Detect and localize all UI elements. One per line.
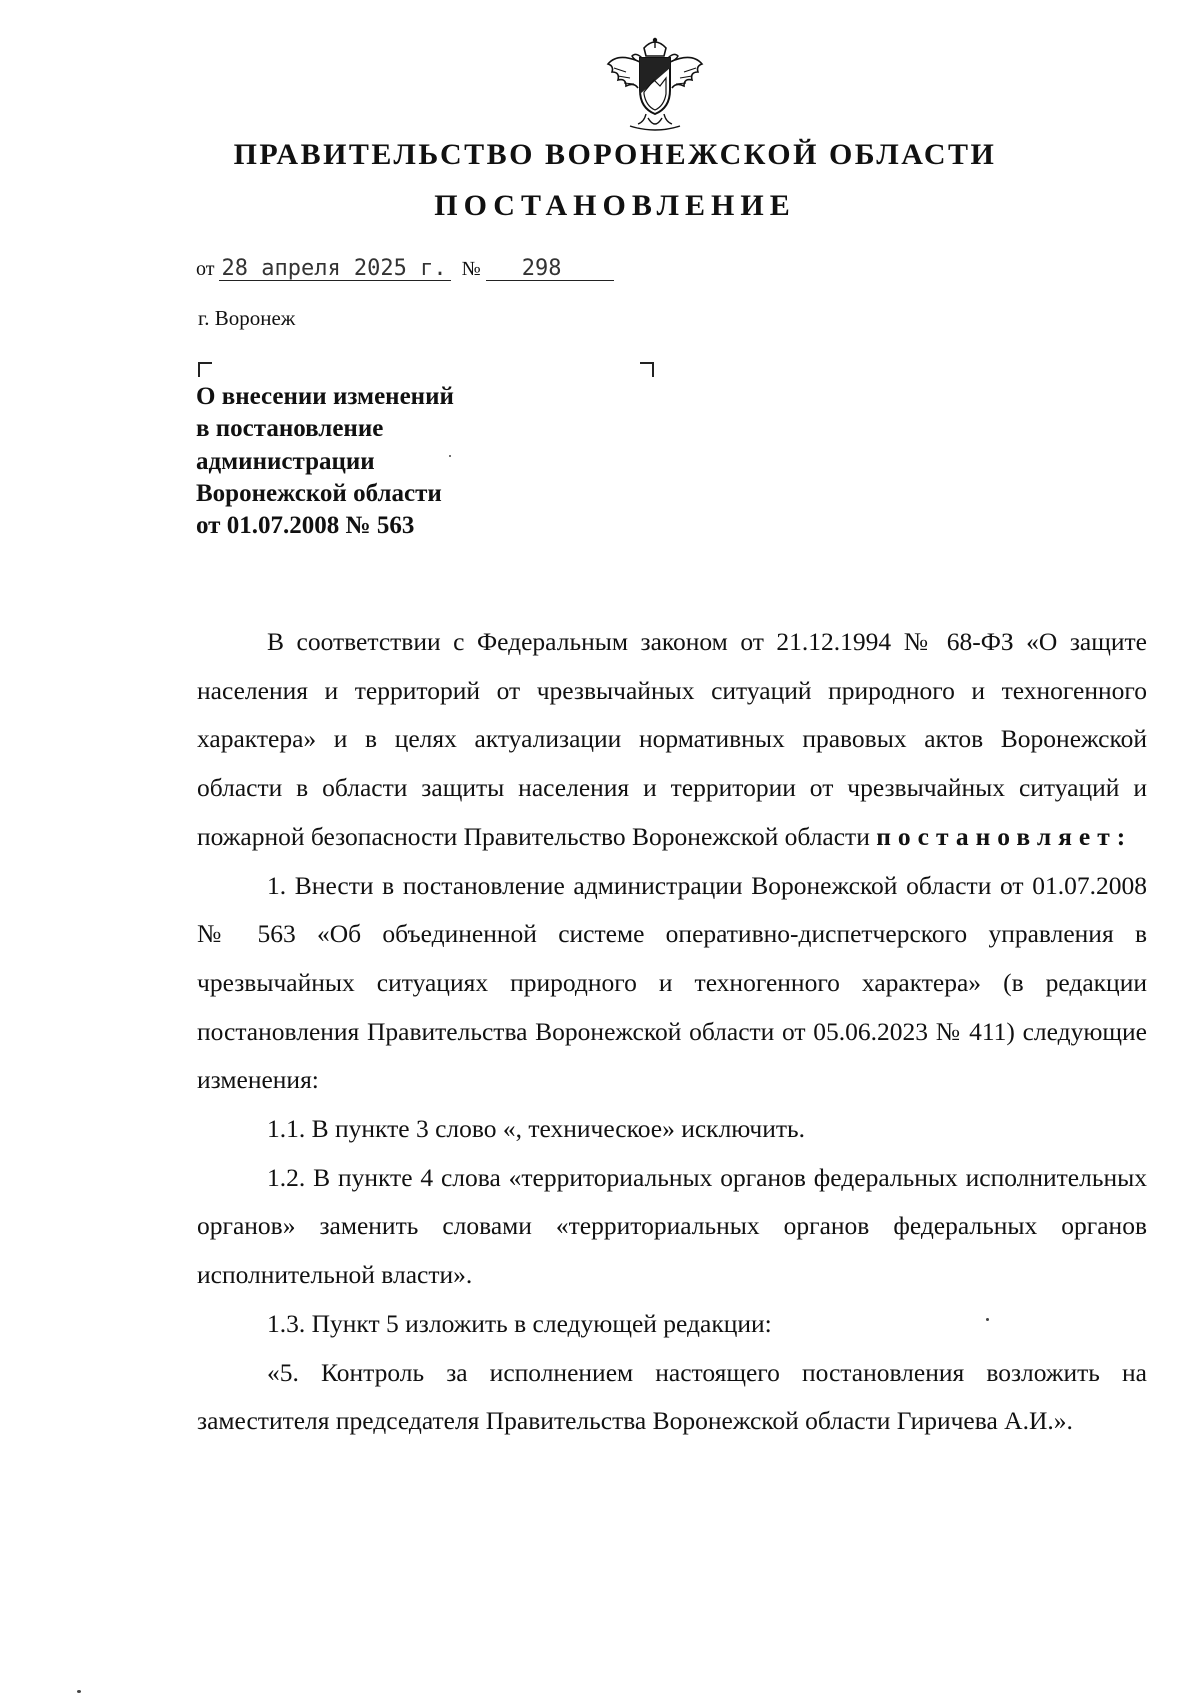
subject-bracket-right <box>640 362 654 377</box>
date-number-line <box>196 258 614 281</box>
subject-line: в постановление <box>196 415 384 443</box>
coat-of-arms-icon <box>600 34 710 134</box>
city: г. Воронеж <box>198 306 296 330</box>
date-prefix: от <box>196 258 215 280</box>
item-1-paragraph: 1. Внести в постановление администрации Воронежской области от 01.07.2008 № 563 «Об объединенной системе оперативно-диспетчерского управления в чрезвычайных ситуациях природного и техногенного характера» (в редакции постановления Правительства Воронежской области от 05.06.2023 № 411) следующие изменения: <box>197 870 1147 1095</box>
preamble-paragraph <box>197 618 1147 862</box>
document-date: 28 апреля 2025 г. <box>219 258 450 281</box>
item-1-3-paragraph: 1.3. Пункт 5 изложить в следующей редакции: <box>267 1308 772 1338</box>
number-prefix: № <box>461 258 481 280</box>
subject-line: администрации <box>196 447 375 475</box>
document-body <box>197 618 1147 1446</box>
item-1-2-paragraph: 1.2. В пункте 4 слова «территориальных органов федеральных исполнительных органов» заменить словами «территориальных органов федеральных органов исполнительной власти». <box>197 1162 1147 1290</box>
document-number: 298 <box>486 258 614 281</box>
authority-title: ПРАВИТЕЛЬСТВО ВОРОНЕЖСКОЙ ОБЛАСТИ <box>233 138 997 171</box>
subject-line: О внесении изменений <box>196 383 454 410</box>
scan-speck <box>77 1690 81 1693</box>
scan-speck <box>986 1318 989 1321</box>
item-1-1-paragraph: 1.1. В пункте 3 слово «, техническое» исключить. <box>267 1114 805 1144</box>
subject-bracket-left <box>198 362 212 377</box>
item-1-3-new-text: «5. Контроль за исполнением настоящего постановления возложить на заместителя председателя Правительства Воронежской области Гиричева А.И.». <box>197 1357 1147 1436</box>
subject-line: Воронежской области <box>196 479 442 507</box>
scan-speck <box>449 455 451 457</box>
document-type: ПОСТАНОВЛЕНИЕ <box>434 189 796 222</box>
subject-line: от 01.07.2008 № 563 <box>196 512 415 540</box>
preamble-text: В соответствии с Федеральным законом от 21.12.1994 № 68-ФЗ «О защите населения и территорий от чрезвычайных ситуаций природного и техногенного характера» и в целях актуализации нормативных правовых актов Воронежской области в области защиты населения и территории от чрезвычайных ситуаций и пожарной безопасности Правительство Воронежской области <box>197 627 1147 851</box>
decrees-word: постановляет: <box>876 821 1133 851</box>
document-subject <box>196 381 454 542</box>
